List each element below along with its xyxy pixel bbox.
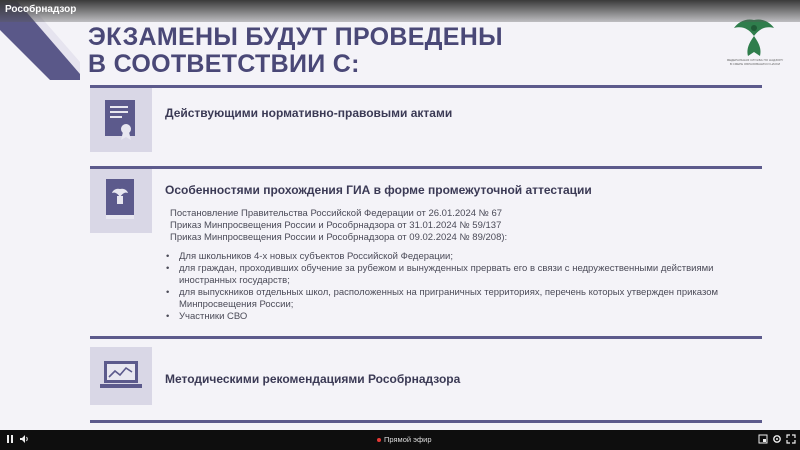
section-3-title: Методическими рекомендациями Рособрнадзора [165,372,461,386]
settings-icon[interactable] [772,434,782,447]
list-item: • для граждан, проходивших обучение за рубежом и вынужденных прервать его в связи с недружественными действиями иностранных государств; [166,263,746,287]
slide-title-line-2: В СООТВЕТСТВИИ С: [88,50,360,78]
section-divider [90,166,762,169]
emblem-book-icon [90,169,152,233]
participant-list [166,251,746,323]
player-top-bar [0,0,800,22]
slide-title [88,24,503,78]
reference-line: Приказ Минпросвещения России и Рособрнадзора от 09.02.2024 № 89/208): [170,232,508,243]
logo-caption: ФЕДЕРАЛЬНАЯ СЛУЖБА ПО НАДЗОРУ В СФЕРЕ ОБРАЗОВАНИЯ И НАУКИ [726,58,784,66]
section-divider [90,85,762,88]
player-controls [0,430,800,450]
legal-references [170,208,507,244]
laptop-chart-icon [90,347,152,405]
section-3-icon-box [90,347,152,405]
reference-line: Постановление Правительства Российской Федерации от 26.01.2024 № 67 [170,208,503,219]
section-divider [90,336,762,339]
section-1-title: Действующими нормативно-правовыми актами [165,106,453,120]
certificate-icon [90,88,152,152]
list-item: • для выпускников отдельных школ, расположенных на приграничных территориях, перечень которых утвержден приказом Минпросвещения России; [166,287,746,311]
section-2-icon-box [90,169,152,233]
picture-in-picture-icon[interactable] [758,434,768,447]
reference-line: Приказ Минпросвещения России и Рособрнадзора от 31.01.2024 № 59/137 [170,220,502,231]
list-item: • Для школьников 4-х новых субъектов Российской Федерации; [166,251,746,263]
live-indicator-dot [377,438,381,442]
section-divider [90,420,762,423]
section-1-icon-box [90,88,152,152]
channel-name[interactable]: Рособрнадзор [5,4,77,15]
live-label: Прямой эфир [384,435,432,444]
slide-title-line-1: ЭКЗАМЕНЫ БУДУТ ПРОВЕДЕНЫ [88,23,503,51]
fullscreen-icon[interactable] [786,434,796,447]
section-2-title: Особенностями прохождения ГИА в форме промежуточной аттестации [165,183,592,197]
volume-icon[interactable] [19,434,29,447]
list-item: • Участники СВО [166,311,746,323]
pause-icon[interactable] [6,434,15,447]
